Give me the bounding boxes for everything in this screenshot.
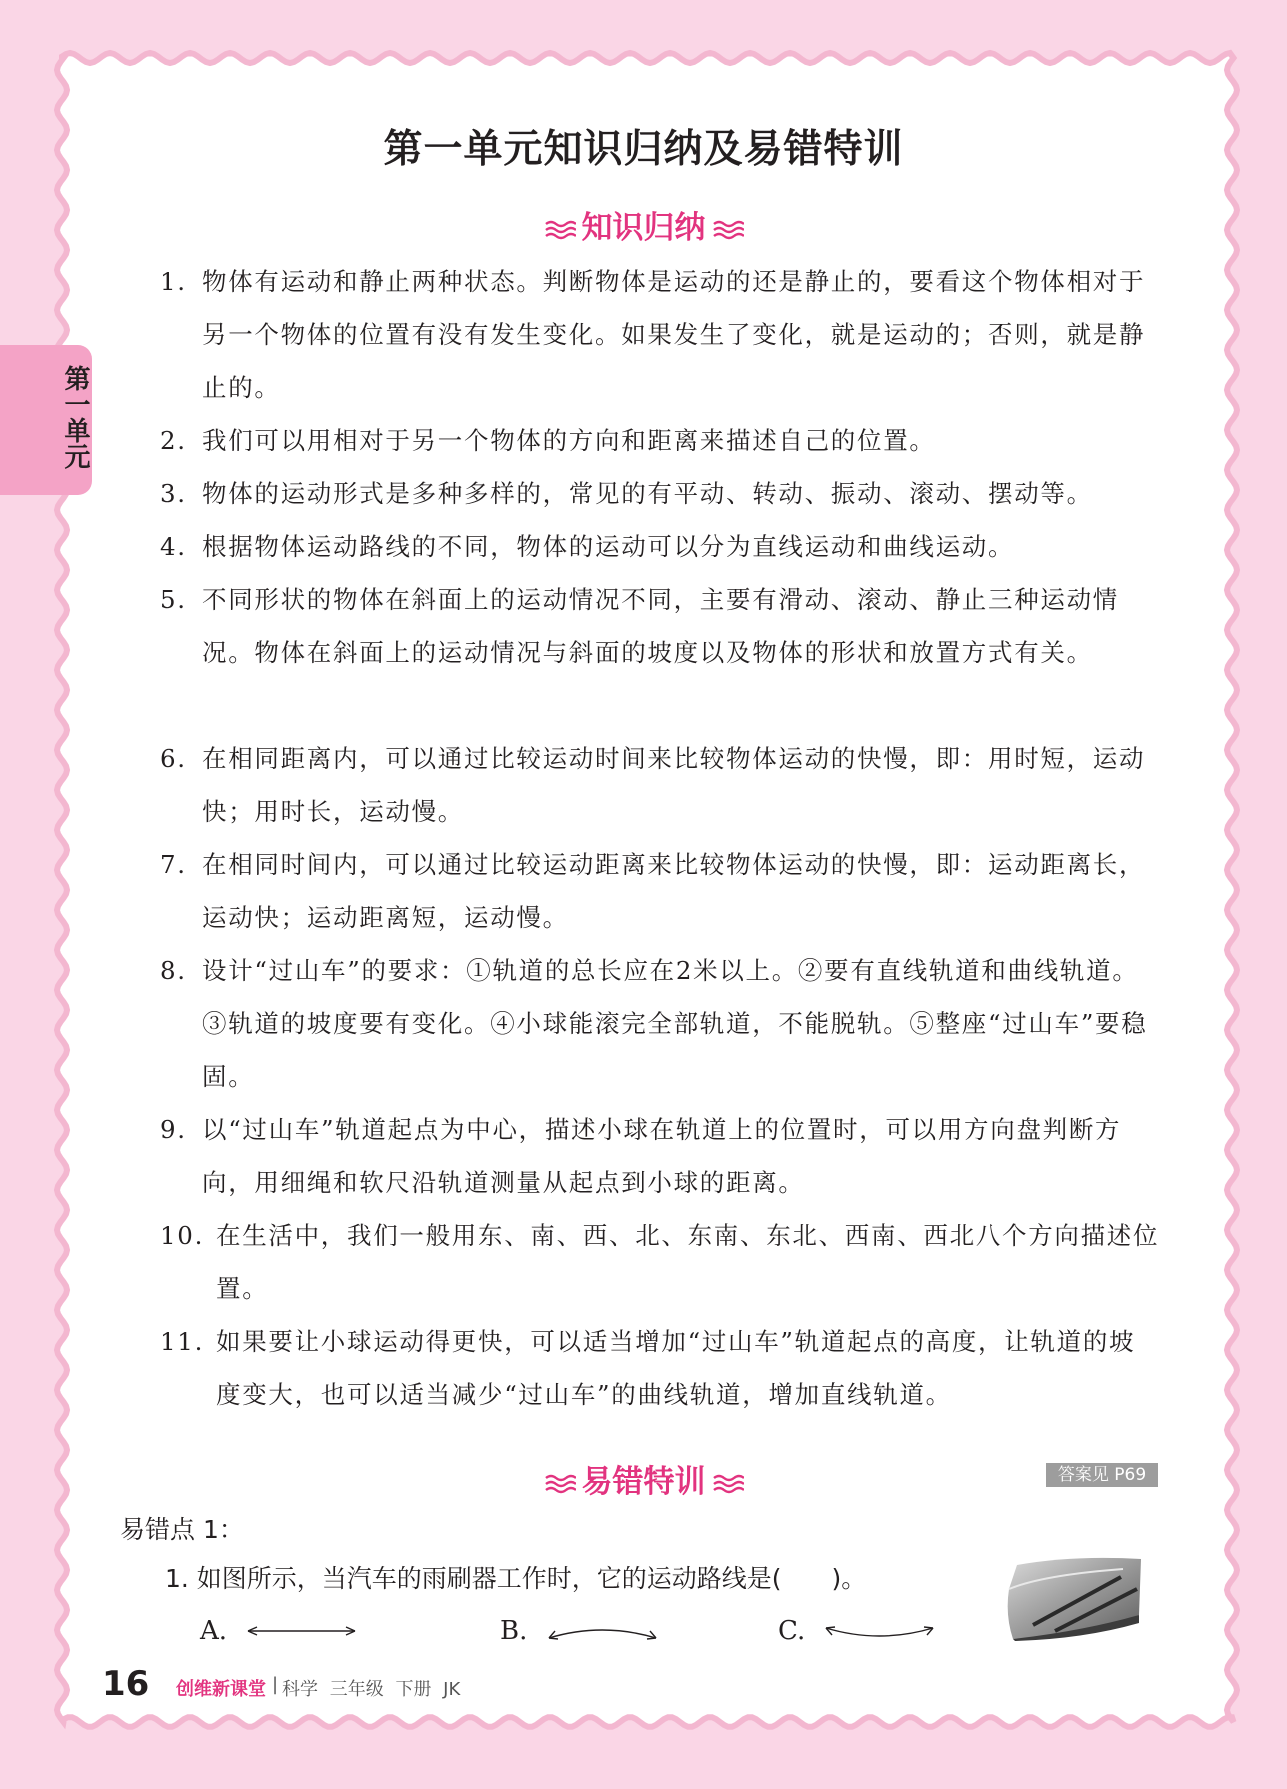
item-number: 8.: [160, 956, 187, 985]
knowledge-item-9: [160, 1103, 1160, 1209]
arc-up-double-arrow-icon: [545, 1620, 660, 1644]
knowledge-item-5: [160, 573, 1160, 679]
question-1: 1. 如图所示，当汽车的雨刷器工作时，它的运动路线是( )。: [165, 1564, 867, 1593]
side-tab-label: 第一单元: [60, 365, 90, 469]
wave-left-icon: [544, 1473, 576, 1495]
footer-brand: 创维新课堂: [176, 1679, 266, 1700]
knowledge-section-header: [0, 202, 1287, 247]
arc-down-double-arrow-icon: [822, 1622, 937, 1646]
option-c-label: C.: [778, 1616, 806, 1646]
item-number: 11.: [160, 1327, 205, 1356]
option-b-label: B.: [500, 1616, 528, 1646]
item-text: 根据物体运动路线的不同，物体的运动可以分为直线运动和曲线运动。: [202, 532, 1015, 561]
wave-right-icon: [712, 219, 744, 241]
item-text: 物体的运动形式是多种多样的，常见的有平动、转动、振动、滚动、摆动等。: [202, 479, 1093, 508]
knowledge-item-3: [160, 467, 1160, 520]
knowledge-item-7: [160, 838, 1160, 944]
item-text: 设计“过山车”的要求：①轨道的总长应在2米以上。②要有直线轨道和曲线轨道。③轨道的坡度要有变化。④小球能滚完全部轨道，不能脱轨。⑤整座“过山车”要稳固。: [202, 956, 1148, 1091]
item-text: 在生活中，我们一般用东、南、西、北、东南、东北、西南、西北八个方向描述位置。: [216, 1221, 1160, 1303]
item-number: 5.: [160, 585, 187, 614]
knowledge-item-10: [160, 1209, 1160, 1315]
footer-separator: |: [272, 1674, 279, 1695]
item-number: 3.: [160, 479, 187, 508]
item-text: 以“过山车”轨道起点为中心，描述小球在轨道上的位置时，可以用方向盘判断方向，用细绳和软尺沿轨道测量从起点到小球的距离。: [202, 1115, 1122, 1197]
knowledge-item-11: [160, 1315, 1160, 1421]
item-text: 物体有运动和静止两种状态。判断物体是运动的还是静止的，要看这个物体相对于另一个物体的位置有没有发生变化。如果发生了变化，就是运动的；否则，就是静止的。: [202, 267, 1146, 402]
footer-book-info: 科学 三年级 下册 JK: [282, 1679, 461, 1700]
item-number: 9.: [160, 1115, 187, 1144]
practice-header-label: 易错特训: [581, 1464, 706, 1500]
knowledge-item-1: [160, 255, 1160, 414]
item-number: 4.: [160, 532, 187, 561]
wave-left-icon: [544, 219, 576, 241]
windshield-wiper-image: [1003, 1555, 1145, 1641]
item-number: 2.: [160, 426, 187, 455]
item-number: 1.: [160, 267, 187, 296]
item-text: 如果要让小球运动得更快，可以适当增加“过山车”轨道起点的高度，让轨道的坡度变大，也可以适当减少“过山车”的曲线轨道，增加直线轨道。: [216, 1327, 1136, 1409]
item-text: 我们可以用相对于另一个物体的方向和距离来描述自己的位置。: [202, 426, 936, 455]
wave-right-icon: [712, 1473, 744, 1495]
item-number: 7.: [160, 850, 187, 879]
knowledge-item-8: [160, 944, 1160, 1103]
knowledge-header-label: 知识归纳: [581, 210, 706, 246]
item-text: 在相同距离内，可以通过比较运动时间来比较物体运动的快慢，即：用时短，运动快；用时长，运动慢。: [202, 744, 1146, 826]
item-number: 6.: [160, 744, 187, 773]
knowledge-item-6: [160, 732, 1160, 838]
error-point-title: 易错点 1：: [120, 1515, 244, 1544]
option-a-label: A.: [200, 1616, 228, 1646]
item-number: 10.: [160, 1221, 205, 1250]
page-number: 16: [102, 1664, 150, 1704]
answer-reference-badge: 答案见 P69: [1046, 1463, 1158, 1487]
page-title: 第一单元知识归纳及易错特训: [383, 127, 904, 172]
item-text: 不同形状的物体在斜面上的运动情况不同，主要有滑动、滚动、静止三种运动情况。物体在斜面上的运动情况与斜面的坡度以及物体的形状和放置方式有关。: [202, 585, 1119, 667]
item-text: 在相同时间内，可以通过比较运动距离来比较物体运动的快慢，即：运动距离长，运动快；运动距离短，运动慢。: [202, 850, 1146, 932]
straight-double-arrow-icon: [244, 1620, 359, 1642]
knowledge-item-4: [160, 520, 1160, 573]
knowledge-item-2: [160, 414, 1160, 467]
